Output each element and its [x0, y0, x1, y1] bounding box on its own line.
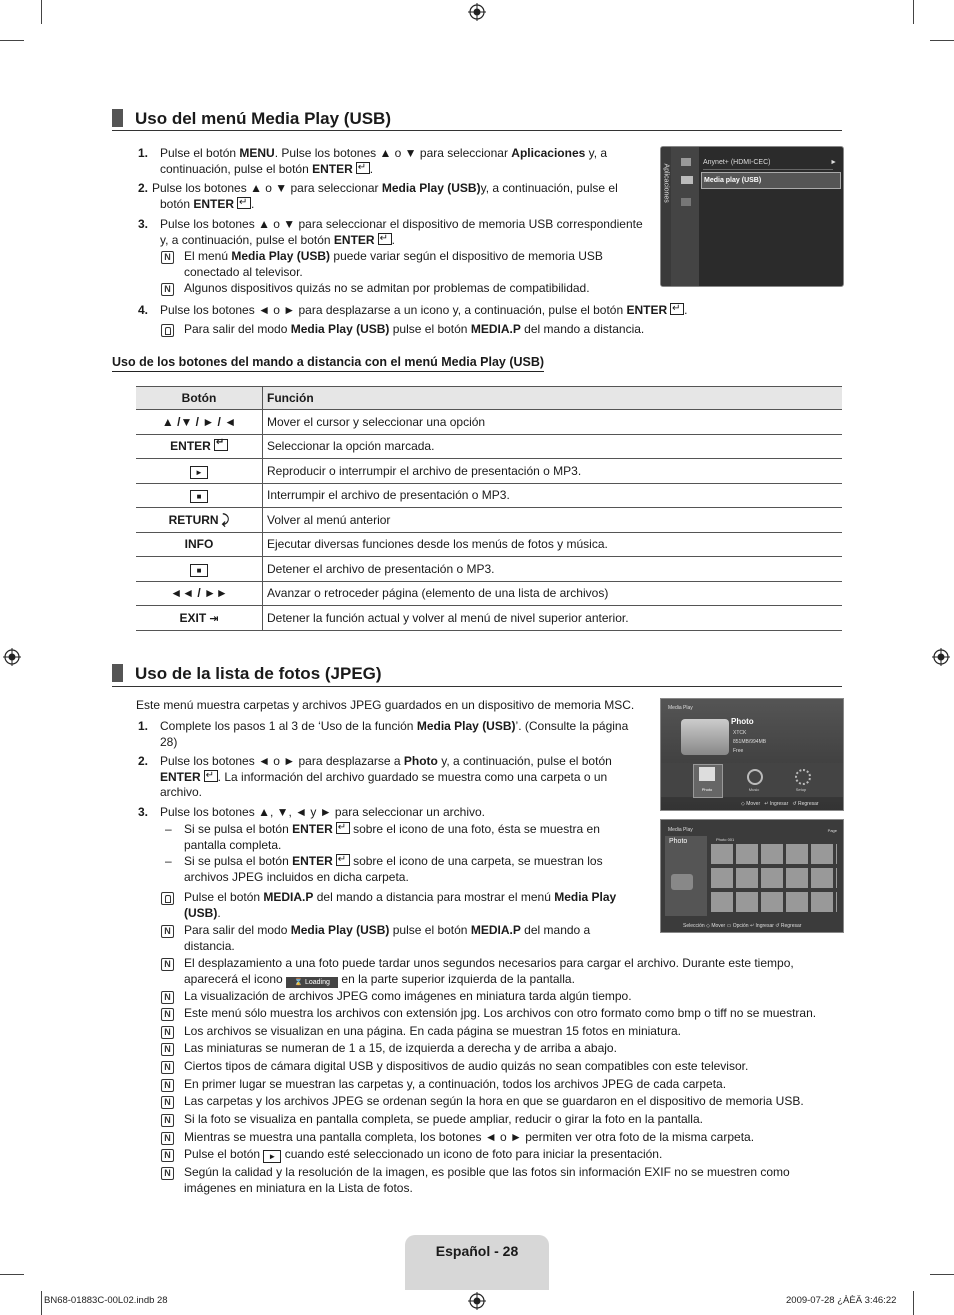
- note-text: Los archivos se visualizan en una página. En cada página se muestran 15 fotos en miniatura.: [184, 1024, 681, 1038]
- photo-list-screenshot: [660, 819, 844, 933]
- note-text: Pulse el botón ► cuando esté seleccionado un icono de foto para iniciar la presentación.: [184, 1147, 663, 1161]
- usb-device-icon: [681, 719, 729, 755]
- step-number: 1.: [138, 719, 149, 733]
- note-icon: N: [161, 1079, 174, 1092]
- table-cell-button: RETURN ⤸: [136, 508, 263, 533]
- note-icon: N: [161, 1167, 174, 1180]
- crop-mark: [0, 1274, 24, 1275]
- tip-icon: [161, 892, 174, 905]
- intro-text: Este menú muestra carpetas y archivos JPEG guardados en un dispositivo de memoria MSC.: [136, 698, 635, 712]
- note-text: Las carpetas y los archivos JPEG se ordenan según la hora en que se guardaron en el dispositivo de memoria USB.: [184, 1094, 804, 1108]
- table-cell-button: ENTER↵: [136, 434, 263, 459]
- music-icon[interactable]: [747, 769, 763, 785]
- note-text: El desplazamiento a una foto puede tardar unos segundos necesarios para cargar el archivo. Durante este tiempo, aparecerá el icono ⌛ Loading en la parte superior izquierda de la pantalla.: [184, 956, 794, 986]
- section-rule: [112, 130, 842, 131]
- registration-mark-icon: [932, 648, 950, 666]
- page-indicator: Page: [827, 828, 837, 833]
- table-row: [136, 532, 842, 557]
- exit-icon: ⇥: [209, 612, 219, 625]
- note-text: Algunos dispositivos quizás no se admitan por problemas de compatibilidad.: [184, 281, 590, 295]
- dash-bullet: –: [165, 854, 172, 868]
- note-text: La visualización de archivos JPEG como imágenes en miniatura tarda algún tiempo.: [184, 989, 632, 1003]
- step-number: 2.: [138, 181, 149, 195]
- enter-icon: [670, 303, 684, 315]
- enter-icon: [214, 439, 228, 451]
- camera-icon: [671, 874, 693, 890]
- table-cell-button: ▲ /▼ / ► / ◄: [136, 410, 263, 435]
- crop-mark: [930, 40, 954, 41]
- menu-category-icon: [681, 198, 691, 206]
- note-icon: N: [161, 925, 174, 938]
- table-cell-function: Detener la función actual y volver al menú de nivel superior anterior.: [263, 606, 843, 631]
- note-text: Ciertos tipos de cámara digital USB y dispositivos de audio quizás no sean compatibles con este televisor.: [184, 1059, 749, 1073]
- subsection-title: Uso de los botones del mando a distancia con el menú Media Play (USB): [112, 355, 544, 372]
- bullet-text: Si se pulsa el botón ENTER↵ sobre el icono de una foto, ésta se muestra en pantalla completa.: [184, 822, 644, 853]
- table-header: Botón: [136, 387, 263, 410]
- stop-button-icon: ■: [190, 564, 208, 577]
- media-play-brand: Media Play: [668, 705, 693, 711]
- menu-category-icon: [681, 158, 691, 166]
- table-cell-function: Ejecutar diversas funciones desde los menús de fotos y música.: [263, 532, 843, 557]
- crop-mark: [0, 40, 24, 41]
- table-cell-button: ◄◄ / ►►: [136, 581, 263, 606]
- enter-icon: [336, 822, 350, 834]
- step-number: 3.: [138, 217, 149, 231]
- note-text: El menú Media Play (USB) puede variar según el dispositivo de memoria USB conectado al televisor.: [184, 249, 603, 279]
- note-icon: N: [161, 1061, 174, 1074]
- step-text: Pulse los botones ▲ o ▼ para seleccionar el dispositivo de memoria USB correspondiente y, a continuación, pulse el botón ENTER↵ .: [160, 217, 660, 248]
- media-play-home-screenshot: [660, 698, 844, 811]
- table-cell-function: Seleccionar la opción marcada.: [263, 434, 843, 459]
- enter-icon: [356, 162, 370, 174]
- tile-label: Music: [748, 787, 760, 792]
- step-text: Complete los pasos 1 al 3 de ‘Uso de la función Media Play (USB)’. (Consulte la página 28): [160, 719, 629, 749]
- screen-heading: Photo: [731, 717, 754, 726]
- section-title: Uso del menú Media Play (USB): [112, 109, 391, 129]
- note-icon: N: [161, 991, 174, 1004]
- registration-mark-icon: [468, 3, 486, 21]
- return-icon: ⤸: [221, 511, 230, 527]
- table-row: [136, 459, 842, 484]
- note-text: Para salir del modo Media Play (USB) pulse el botón MEDIA.P del mando a distancia.: [184, 923, 591, 953]
- note-icon: N: [161, 1132, 174, 1145]
- table-header: Función: [263, 387, 843, 410]
- dash-bullet: –: [165, 822, 172, 836]
- table-header-row: [136, 387, 842, 410]
- menu-item-selected[interactable]: Media play (USB): [701, 172, 841, 189]
- enter-icon: [237, 197, 251, 209]
- note-icon: N: [161, 1149, 174, 1162]
- folder-path: Photo 001: [716, 837, 735, 842]
- table-cell-function: Avanzar o retroceder página (elemento de una lista de archivos): [263, 581, 843, 606]
- photo-icon: [699, 767, 715, 781]
- note-icon: N: [161, 1026, 174, 1039]
- media-play-brand: Media Play: [668, 827, 693, 833]
- loading-icon: ⌛ Loading: [286, 977, 338, 988]
- table-row: [136, 557, 842, 582]
- table-cell-button: INFO: [136, 532, 263, 557]
- step-text: Pulse el botón MENU. Pulse los botones ▲ o ▼ para seleccionar Aplicaciones y, a continuación, pulse el botón ENTER↵ .: [160, 146, 655, 177]
- section-rule: [112, 686, 842, 687]
- help-bar: ◇ Mover ↵ Ingresar ↺ Regresar: [741, 801, 819, 807]
- tip-text: Para salir del modo Media Play (USB) pulse el botón MEDIA.P del mando a distancia.: [184, 322, 645, 336]
- menu-side-label: Aplicaciones: [662, 163, 670, 203]
- note-text: Según la calidad y la resolución de la imagen, es posible que las fotos sin información EXIF no se muestren como imágenes en miniatura en la Lista de fotos.: [184, 1165, 790, 1195]
- play-button-icon: ►: [263, 1150, 281, 1163]
- step-text: Pulse los botones ◄ o ► para desplazarse a un icono y, a continuación, pulse el botón ENTER↵ .: [160, 303, 720, 319]
- menu-item[interactable]: Anynet+ (HDMI-CEC) ►: [703, 159, 837, 166]
- page-number-tab: [405, 1235, 549, 1290]
- note-text: En primer lugar se muestran las carpetas y, a continuación, todos los archivos JPEG de cada carpeta.: [184, 1077, 727, 1091]
- table-cell-function: Mover el cursor y seleccionar una opción: [263, 410, 843, 435]
- table-cell-function: Detener el archivo de presentación o MP3.: [263, 557, 843, 582]
- table-cell-function: Interrumpir el archivo de presentación o MP3.: [263, 483, 843, 508]
- photo-section-label: Photo: [669, 838, 688, 845]
- table-cell-button: EXIT ⇥: [136, 606, 263, 631]
- print-date: 2009-07-28 ¿ÀÈÄ 3:46:22: [786, 1295, 897, 1306]
- section-title: Uso de la lista de fotos (JPEG): [112, 664, 382, 684]
- registration-mark-icon: [468, 1292, 486, 1310]
- remote-buttons-table: [136, 386, 842, 631]
- tile-label: Photo: [701, 787, 713, 792]
- note-text: Mientras se muestra una pantalla completa, los botones ◄ o ► permiten ver otra foto de la misma carpeta.: [184, 1130, 755, 1144]
- note-icon: N: [161, 1096, 174, 1109]
- applications-menu-screenshot: [660, 146, 844, 287]
- note-text: Si la foto se visualiza en pantalla completa, se puede ampliar, reducir o girar la foto en la pantalla.: [184, 1112, 703, 1126]
- table-row: [136, 508, 842, 533]
- note-icon: N: [161, 1114, 174, 1127]
- tile-label: Setup: [795, 787, 807, 792]
- page-number: Español - 28: [435, 1243, 519, 1259]
- note-icon: N: [161, 283, 174, 296]
- step-text: Pulse los botones ◄ o ► para desplazarse a Photo y, a continuación, pulse el botón ENTER↵ . La información del archivo guardado se muestra como una carpeta o un archivo.: [160, 754, 650, 801]
- stop-button-icon: ■: [190, 490, 208, 503]
- note-icon: N: [161, 958, 174, 971]
- note-icon: N: [161, 251, 174, 264]
- note-icon: N: [161, 1043, 174, 1056]
- step-number: 2.: [138, 754, 149, 768]
- setup-icon[interactable]: [795, 769, 811, 785]
- crop-mark: [930, 1274, 954, 1275]
- device-info: XTCK 851MB/994MB Free: [733, 730, 767, 754]
- step-text: Pulse los botones ▲ o ▼ para seleccionar Media Play (USB)y, a continuación, pulse el botón ENTER↵ .: [152, 181, 652, 212]
- enter-icon: [336, 854, 350, 866]
- crop-mark: [913, 1291, 914, 1315]
- file-slug: BN68-01883C-00L02.indb 28: [44, 1295, 168, 1306]
- note-text: Este menú sólo muestra los archivos con extensión jpg. Los archivos con otro formato como bmp o tiff no se muestran.: [184, 1006, 817, 1020]
- table-cell-button: [136, 557, 263, 582]
- note-icon: N: [161, 1008, 174, 1021]
- enter-icon: [378, 233, 392, 245]
- step-number: 4.: [138, 303, 149, 317]
- registration-mark-icon: [3, 648, 21, 666]
- table-row: [136, 606, 842, 631]
- table-cell-button: [136, 459, 263, 484]
- note-text: Las miniaturas se numeran de 1 a 15, de izquierda a derecha y de arriba a abajo.: [184, 1041, 617, 1055]
- thumbnail-grid[interactable]: [711, 844, 837, 916]
- table-cell-function: Volver al menú anterior: [263, 508, 843, 533]
- step-number: 1.: [138, 146, 149, 160]
- play-button-icon: ►: [190, 466, 208, 479]
- tip-icon: [161, 324, 174, 337]
- table-cell-button: [136, 483, 263, 508]
- menu-category-icon: [681, 176, 693, 184]
- table-row: [136, 434, 842, 459]
- crop-mark: [41, 0, 42, 24]
- step-text: Pulse los botones ▲, ▼, ◄ y ► para seleccionar un archivo.: [160, 805, 485, 819]
- crop-mark: [913, 0, 914, 24]
- bullet-text: Si se pulsa el botón ENTER↵ sobre el icono de una carpeta, se muestran los archivos JPEG incluidos en dicha carpeta.: [184, 854, 644, 885]
- table-row: [136, 483, 842, 508]
- tip-text: Pulse el botón MEDIA.P del mando a distancia para mostrar el menú Media Play (USB).: [184, 890, 617, 920]
- help-bar: Selección ◇ Mover ▭ Opción ↵ Ingresar ↺ Regresar: [683, 923, 802, 929]
- crop-mark: [41, 1291, 42, 1315]
- table-cell-function: Reproducir o interrumpir el archivo de presentación o MP3.: [263, 459, 843, 484]
- step-number: 3.: [138, 805, 149, 819]
- table-row: [136, 581, 842, 606]
- table-row: [136, 410, 842, 435]
- enter-icon: [204, 770, 218, 782]
